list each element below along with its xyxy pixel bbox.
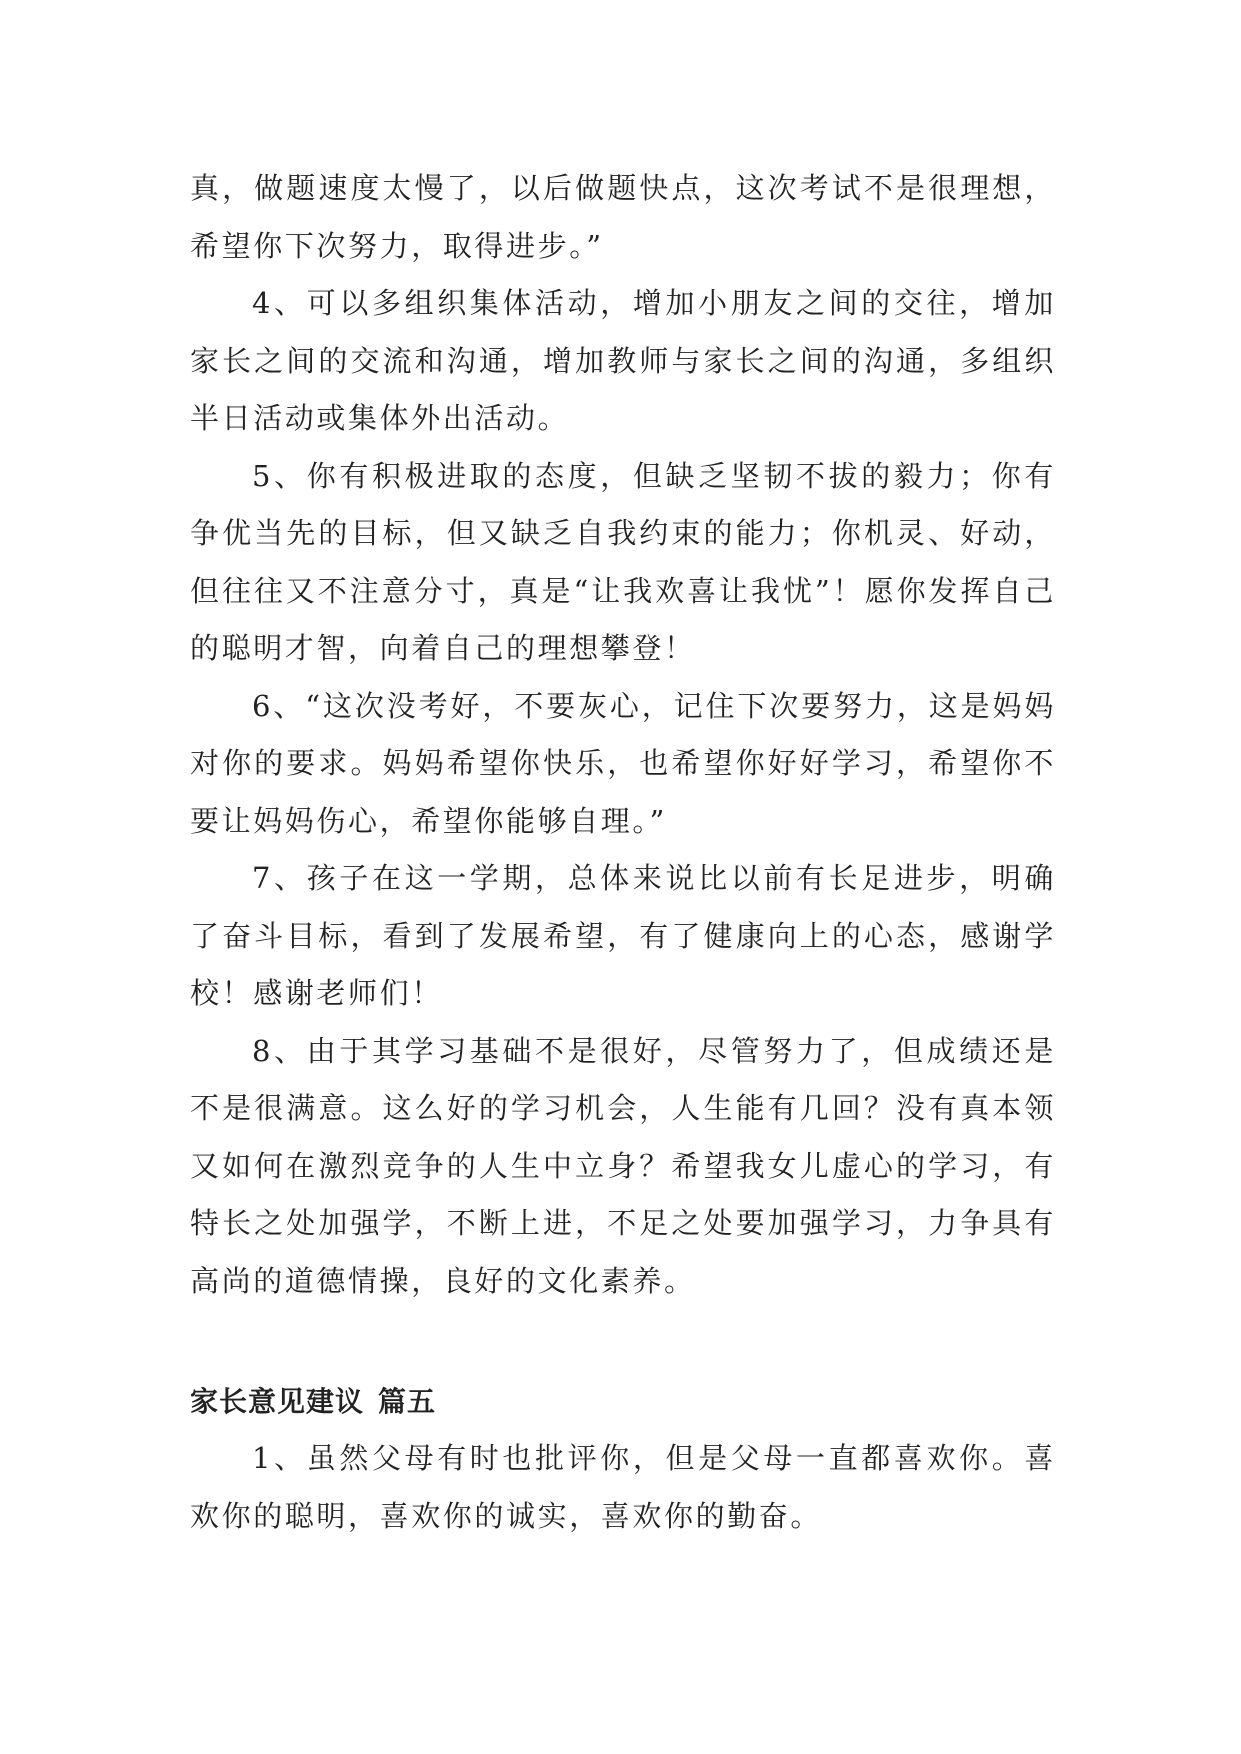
paragraph-item-7: 7、孩子在这一学期，总体来说比以前有长足进步，明确了奋斗目标，看到了发展希望，有了健康向上的心态，感谢学校！感谢老师们！: [190, 861, 1056, 1010]
section-heading: [190, 1373, 1056, 1430]
paragraph-item-4: 4、可以多组织集体活动，增加小朋友之间的交往，增加家长之间的交流和沟通，增加教师与家长之间的沟通，多组织半日活动或集体外出活动。: [190, 286, 1056, 435]
paragraph-item-6: 6、“这次没考好，不要灰心，记住下次要努力，这是妈妈对你的要求。妈妈希望你快乐，也希望你好好学习，希望你不要让妈妈伤心，希望你能够自理。”: [190, 688, 1056, 838]
paragraph-continuation: 真，做题速度太慢了，以后做题快点，这次考试不是很理想，希望你下次努力，取得进步。”: [190, 171, 1056, 263]
paragraph-item-8: 8、由于其学习基础不是很好，尽管努力了，但成绩还是不是很满意。这么好的学习机会，人生能有几回？没有真本领又如何在激烈竞争的人生中立身？希望我女儿虚心的学习，有特长之处加强学，不断上进，不足之处要加强学习，力争具有高尚的道德情操，良好的文化素养。: [190, 1033, 1056, 1298]
paragraph-item-5: 5、你有积极进取的态度，但缺乏坚韧不拔的毅力；你有争优当先的目标，但又缺乏自我约束的能力；你机灵、好动，但往往又不注意分寸，真是“让我欢喜让我忧”！愿你发挥自己的聪明才智，向着自己的理想攀登！: [190, 458, 1056, 665]
section-paragraph-item-1: 1、虽然父母有时也批评你，但是父母一直都喜欢你。喜欢你的聪明，喜欢你的诚实，喜欢你的勤奋。: [190, 1441, 1056, 1533]
document-page: [190, 160, 1056, 1545]
section-title: 家长意见建议: [190, 1385, 365, 1418]
section-subtitle: 篇五: [378, 1385, 437, 1418]
